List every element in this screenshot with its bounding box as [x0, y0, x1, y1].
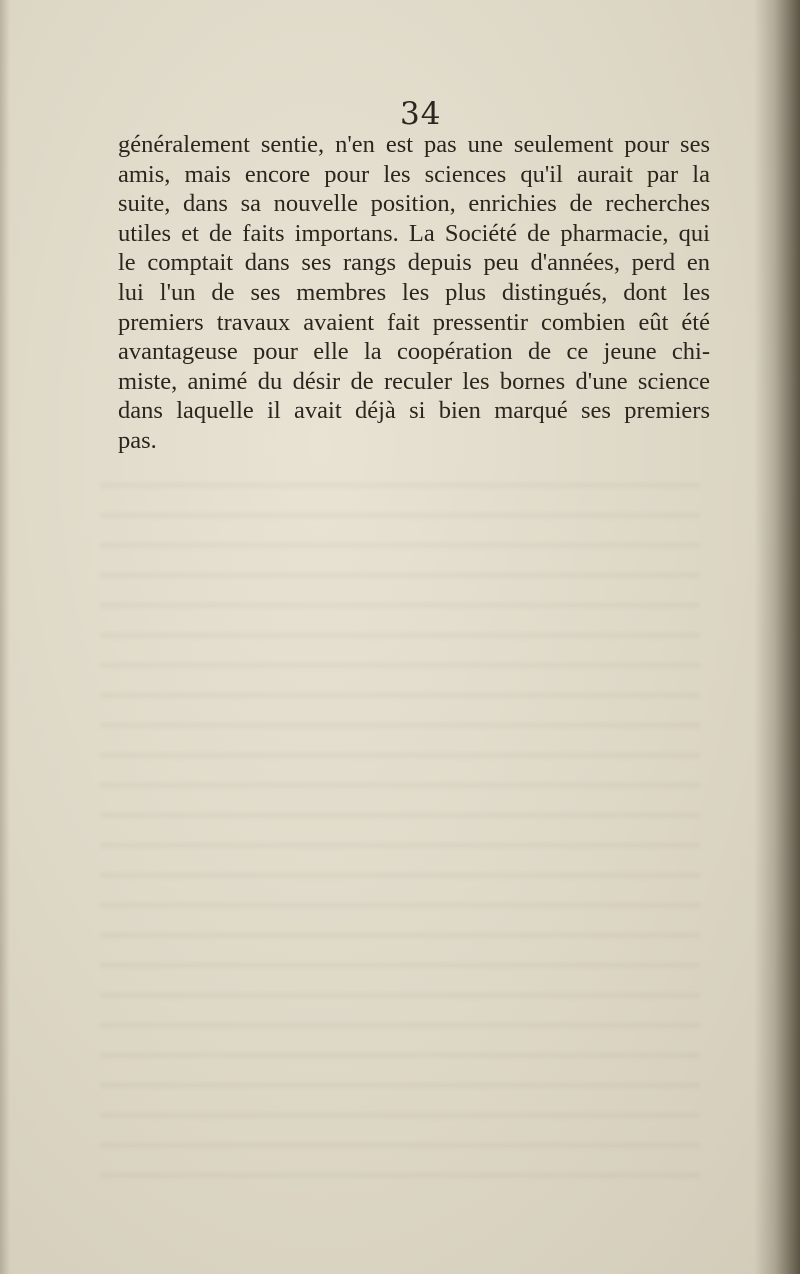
text-line: dans laquelle il avait déjà si bien marqué ses premiers: [118, 397, 710, 425]
page-left-edge: [0, 0, 10, 1274]
body-text: [118, 130, 710, 456]
text-line: suite, dans sa nouvelle position, enrichies de recherches: [118, 190, 710, 218]
text-line: pas.: [118, 426, 157, 454]
text-line: lui l'un de ses membres les plus distingués, dont les: [118, 278, 710, 306]
text-line: le comptait dans ses rangs depuis peu d'années, perd en: [118, 249, 710, 277]
page-number: 34: [400, 96, 442, 132]
text-line: premiers travaux avaient fait pressentir combien eût été: [118, 308, 710, 336]
text-line: avantageuse pour elle la coopération de ce jeune chi-: [118, 338, 710, 366]
show-through-texture: [100, 460, 700, 1180]
text-line: miste, animé du désir de reculer les bornes d'une science: [118, 367, 710, 395]
text-line: généralement sentie, n'en est pas une seulement pour ses: [118, 131, 710, 158]
text-line: utiles et de faits importans. La Société de pharmacie, qui: [118, 219, 710, 247]
text-line: amis, mais encore pour les sciences qu'il aurait par la: [118, 160, 710, 188]
binding-gutter-shadow: [754, 0, 800, 1274]
